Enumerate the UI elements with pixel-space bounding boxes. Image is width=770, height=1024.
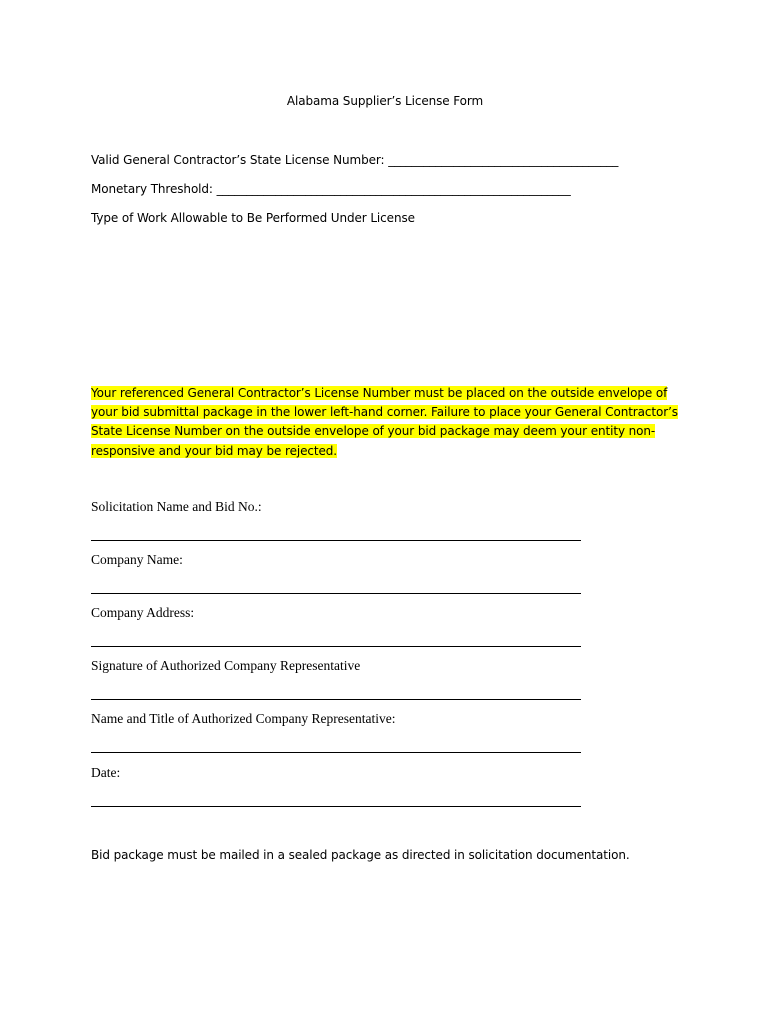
company-name-label: Company Name: <box>91 552 183 567</box>
license-number-field[interactable]: Valid General Contractor’s State License Number: _______________________________________ <box>91 153 619 167</box>
mailing-instructions: Bid package must be mailed in a sealed package as directed in solicitation documentation. <box>91 848 630 862</box>
representative-name-title-label: Name and Title of Authorized Company Representative: <box>91 711 396 726</box>
company-name-line[interactable] <box>91 593 581 594</box>
signature-label: Signature of Authorized Company Representative <box>91 658 361 673</box>
solicitation-name-label: Solicitation Name and Bid No.: <box>91 499 262 514</box>
company-address-label: Company Address: <box>91 605 195 620</box>
type-of-work-label: Type of Work Allowable to Be Performed Under License <box>91 211 415 225</box>
date-label: Date: <box>91 765 121 780</box>
license-placement-notice <box>91 384 691 461</box>
notice-text: Your referenced General Contractor’s License Number must be placed on the outside envelope of your bid submittal package in the lower left-hand corner. Failure to place your General Contractor’s State License Number on the outside envelope of your bid package may deem your entity non-responsive and your bid may be rejected. <box>91 386 678 458</box>
solicitation-name-line[interactable] <box>91 540 581 541</box>
company-address-line[interactable] <box>91 646 581 647</box>
date-line[interactable] <box>91 806 581 807</box>
representative-name-title-line[interactable] <box>91 752 581 753</box>
signature-line[interactable] <box>91 699 581 700</box>
form-title: Alabama Supplier’s License Form <box>286 94 484 108</box>
monetary-threshold-field[interactable]: Monetary Threshold: ____________________________________________________________ <box>91 182 571 196</box>
